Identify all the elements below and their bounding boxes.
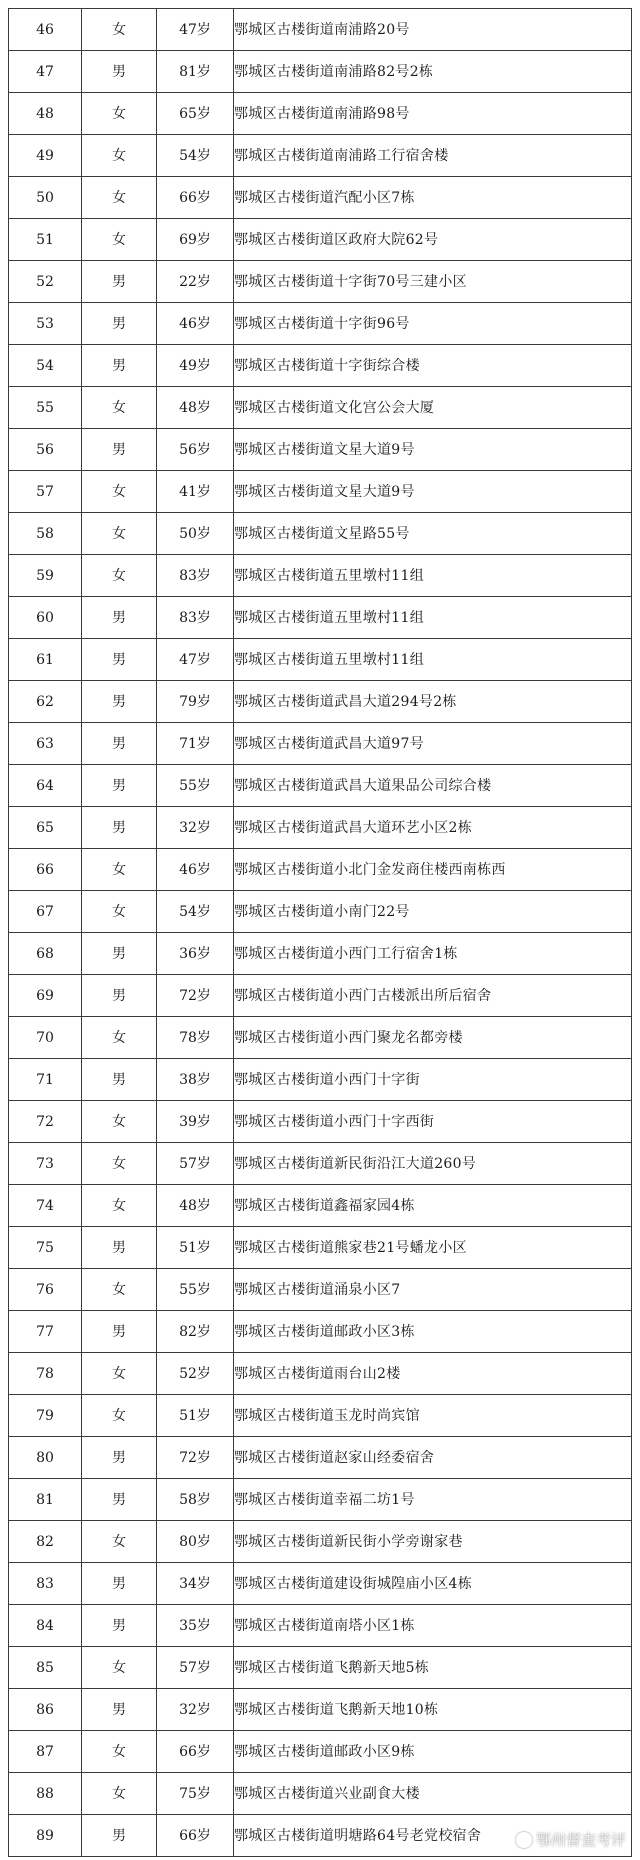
table-row (9, 219, 632, 261)
row-gender: 男 (82, 303, 157, 345)
row-age: 41岁 (157, 471, 234, 513)
row-gender: 男 (82, 597, 157, 639)
row-age: 57岁 (157, 1143, 234, 1185)
row-age: 52岁 (157, 1353, 234, 1395)
row-number: 76 (9, 1269, 82, 1311)
row-age: 49岁 (157, 345, 234, 387)
row-gender: 女 (82, 471, 157, 513)
row-address: 鄂城区古楼街道五里墩村11组 (234, 555, 632, 597)
row-age: 22岁 (157, 261, 234, 303)
table-row (9, 261, 632, 303)
row-gender: 女 (82, 555, 157, 597)
row-address: 鄂城区古楼街道十字街70号三建小区 (234, 261, 632, 303)
row-gender: 女 (82, 93, 157, 135)
row-age: 58岁 (157, 1479, 234, 1521)
row-address: 鄂城区古楼街道小南门22号 (234, 891, 632, 933)
table-row (9, 1185, 632, 1227)
row-number: 62 (9, 681, 82, 723)
table-row (9, 135, 632, 177)
row-gender: 男 (82, 1815, 157, 1857)
row-gender: 女 (82, 513, 157, 555)
row-number: 56 (9, 429, 82, 471)
table-row (9, 1059, 632, 1101)
table-row (9, 51, 632, 93)
row-address: 鄂城区古楼街道玉龙时尚宾馆 (234, 1395, 632, 1437)
row-gender: 男 (82, 681, 157, 723)
row-age: 66岁 (157, 177, 234, 219)
row-age: 79岁 (157, 681, 234, 723)
row-number: 65 (9, 807, 82, 849)
row-age: 50岁 (157, 513, 234, 555)
row-age: 57岁 (157, 1647, 234, 1689)
table-row (9, 1605, 632, 1647)
row-address: 鄂城区古楼街道武昌大道97号 (234, 723, 632, 765)
row-number: 47 (9, 51, 82, 93)
row-number: 79 (9, 1395, 82, 1437)
row-address: 鄂城区古楼街道邮政小区3栋 (234, 1311, 632, 1353)
table-row (9, 177, 632, 219)
table-row (9, 429, 632, 471)
row-address: 鄂城区古楼街道武昌大道294号2栋 (234, 681, 632, 723)
table-row (9, 1143, 632, 1185)
row-age: 48岁 (157, 1185, 234, 1227)
row-number: 61 (9, 639, 82, 681)
row-age: 39岁 (157, 1101, 234, 1143)
row-age: 82岁 (157, 1311, 234, 1353)
row-number: 49 (9, 135, 82, 177)
table-row (9, 1017, 632, 1059)
row-gender: 女 (82, 1353, 157, 1395)
row-age: 54岁 (157, 891, 234, 933)
row-gender: 男 (82, 807, 157, 849)
table-row (9, 765, 632, 807)
row-gender: 女 (82, 387, 157, 429)
row-age: 47岁 (157, 639, 234, 681)
table-body (9, 9, 632, 1857)
table-row (9, 9, 632, 51)
row-gender: 男 (82, 1689, 157, 1731)
row-address: 鄂城区古楼街道小西门工行宿舍1栋 (234, 933, 632, 975)
row-number: 53 (9, 303, 82, 345)
row-address: 鄂城区古楼街道文星路55号 (234, 513, 632, 555)
row-gender: 女 (82, 1185, 157, 1227)
row-address: 鄂城区古楼街道幸福二坊1号 (234, 1479, 632, 1521)
table-row (9, 1773, 632, 1815)
row-gender: 女 (82, 135, 157, 177)
row-gender: 女 (82, 1101, 157, 1143)
row-address: 鄂城区古楼街道新民街小学旁谢家巷 (234, 1521, 632, 1563)
table-row (9, 891, 632, 933)
row-gender: 男 (82, 1563, 157, 1605)
row-age: 78岁 (157, 1017, 234, 1059)
row-address: 鄂城区古楼街道雨台山2楼 (234, 1353, 632, 1395)
row-gender: 女 (82, 1647, 157, 1689)
row-address: 鄂城区古楼街道赵家山经委宿舍 (234, 1437, 632, 1479)
row-age: 38岁 (157, 1059, 234, 1101)
row-address: 鄂城区古楼街道建设街城隍庙小区4栋 (234, 1563, 632, 1605)
row-gender: 男 (82, 1227, 157, 1269)
row-number: 80 (9, 1437, 82, 1479)
row-gender: 女 (82, 1143, 157, 1185)
row-number: 55 (9, 387, 82, 429)
row-number: 50 (9, 177, 82, 219)
row-age: 46岁 (157, 849, 234, 891)
row-age: 32岁 (157, 807, 234, 849)
row-number: 74 (9, 1185, 82, 1227)
row-number: 87 (9, 1731, 82, 1773)
row-gender: 女 (82, 891, 157, 933)
row-gender: 男 (82, 1605, 157, 1647)
row-gender: 男 (82, 1059, 157, 1101)
row-address: 鄂城区古楼街道南塔小区1栋 (234, 1605, 632, 1647)
row-number: 70 (9, 1017, 82, 1059)
row-address: 鄂城区古楼街道十字街综合楼 (234, 345, 632, 387)
table-row (9, 1563, 632, 1605)
table-row (9, 1395, 632, 1437)
row-address: 鄂城区古楼街道涌泉小区7 (234, 1269, 632, 1311)
row-age: 55岁 (157, 765, 234, 807)
row-age: 51岁 (157, 1395, 234, 1437)
table-row (9, 597, 632, 639)
row-address: 鄂城区古楼街道南浦路工行宿舍楼 (234, 135, 632, 177)
table-row (9, 807, 632, 849)
row-gender: 男 (82, 639, 157, 681)
row-address: 鄂城区古楼街道区政府大院62号 (234, 219, 632, 261)
row-number: 48 (9, 93, 82, 135)
row-address: 鄂城区古楼街道小西门聚龙名都旁楼 (234, 1017, 632, 1059)
row-number: 46 (9, 9, 82, 51)
row-gender: 女 (82, 219, 157, 261)
row-gender: 女 (82, 849, 157, 891)
row-gender: 男 (82, 765, 157, 807)
table-row (9, 1101, 632, 1143)
row-address: 鄂城区古楼街道五里墩村11组 (234, 597, 632, 639)
row-gender: 男 (82, 975, 157, 1017)
table-row (9, 303, 632, 345)
row-number: 82 (9, 1521, 82, 1563)
row-number: 64 (9, 765, 82, 807)
row-gender: 女 (82, 1731, 157, 1773)
table-row (9, 513, 632, 555)
row-address: 鄂城区古楼街道新民街沿江大道260号 (234, 1143, 632, 1185)
row-number: 52 (9, 261, 82, 303)
row-age: 66岁 (157, 1731, 234, 1773)
row-age: 83岁 (157, 555, 234, 597)
row-address: 鄂城区古楼街道小北门金发商住楼西南栋西 (234, 849, 632, 891)
table-row (9, 93, 632, 135)
row-gender: 男 (82, 261, 157, 303)
row-number: 68 (9, 933, 82, 975)
row-gender: 女 (82, 1269, 157, 1311)
row-age: 83岁 (157, 597, 234, 639)
watermark-text: 鄂州督查考评 (535, 1831, 626, 1849)
row-age: 54岁 (157, 135, 234, 177)
row-age: 35岁 (157, 1605, 234, 1647)
row-address: 鄂城区古楼街道南浦路98号 (234, 93, 632, 135)
row-address: 鄂城区古楼街道兴业副食大楼 (234, 1773, 632, 1815)
table-row (9, 387, 632, 429)
table-row (9, 1647, 632, 1689)
row-number: 60 (9, 597, 82, 639)
table-row (9, 975, 632, 1017)
row-gender: 女 (82, 177, 157, 219)
row-number: 75 (9, 1227, 82, 1269)
row-address: 鄂城区古楼街道文星大道9号 (234, 429, 632, 471)
table-row (9, 1731, 632, 1773)
row-gender: 男 (82, 1437, 157, 1479)
row-gender: 男 (82, 723, 157, 765)
row-number: 72 (9, 1101, 82, 1143)
row-address: 鄂城区古楼街道飞鹅新天地5栋 (234, 1647, 632, 1689)
roster-sheet (8, 8, 632, 1857)
table-row (9, 723, 632, 765)
row-address: 鄂城区古楼街道鑫福家园4栋 (234, 1185, 632, 1227)
table-row (9, 1689, 632, 1731)
table-row (9, 849, 632, 891)
row-number: 89 (9, 1815, 82, 1857)
row-number: 57 (9, 471, 82, 513)
row-number: 51 (9, 219, 82, 261)
row-age: 71岁 (157, 723, 234, 765)
row-age: 65岁 (157, 93, 234, 135)
row-gender: 男 (82, 51, 157, 93)
row-address: 鄂城区古楼街道飞鹅新天地10栋 (234, 1689, 632, 1731)
row-address: 鄂城区古楼街道邮政小区9栋 (234, 1731, 632, 1773)
row-gender: 男 (82, 1479, 157, 1521)
row-address: 鄂城区古楼街道五里墩村11组 (234, 639, 632, 681)
table-row (9, 345, 632, 387)
row-age: 69岁 (157, 219, 234, 261)
row-address: 鄂城区古楼街道明塘路64号老党校宿舍 (234, 1815, 632, 1857)
row-number: 78 (9, 1353, 82, 1395)
row-number: 84 (9, 1605, 82, 1647)
row-address: 鄂城区古楼街道武昌大道环艺小区2栋 (234, 807, 632, 849)
row-age: 55岁 (157, 1269, 234, 1311)
row-address: 鄂城区古楼街道汽配小区7栋 (234, 177, 632, 219)
row-age: 51岁 (157, 1227, 234, 1269)
row-address: 鄂城区古楼街道南浦路20号 (234, 9, 632, 51)
table-row (9, 681, 632, 723)
row-age: 46岁 (157, 303, 234, 345)
row-age: 75岁 (157, 1773, 234, 1815)
row-age: 32岁 (157, 1689, 234, 1731)
table-row (9, 1353, 632, 1395)
row-gender: 女 (82, 1395, 157, 1437)
row-gender: 男 (82, 1311, 157, 1353)
table-row (9, 1269, 632, 1311)
row-address: 鄂城区古楼街道小西门十字街 (234, 1059, 632, 1101)
circle-logo-icon (516, 1832, 532, 1848)
row-number: 71 (9, 1059, 82, 1101)
row-age: 80岁 (157, 1521, 234, 1563)
table-row (9, 639, 632, 681)
row-age: 48岁 (157, 387, 234, 429)
row-address: 鄂城区古楼街道南浦路82号2栋 (234, 51, 632, 93)
row-number: 86 (9, 1689, 82, 1731)
row-address: 鄂城区古楼街道十字街96号 (234, 303, 632, 345)
row-number: 59 (9, 555, 82, 597)
table-row (9, 471, 632, 513)
roster-table (8, 8, 632, 1857)
row-number: 66 (9, 849, 82, 891)
row-number: 54 (9, 345, 82, 387)
table-row (9, 1479, 632, 1521)
row-address: 鄂城区古楼街道熊家巷21号蟠龙小区 (234, 1227, 632, 1269)
row-number: 85 (9, 1647, 82, 1689)
row-number: 88 (9, 1773, 82, 1815)
row-number: 63 (9, 723, 82, 765)
row-number: 77 (9, 1311, 82, 1353)
row-age: 66岁 (157, 1815, 234, 1857)
table-row (9, 1437, 632, 1479)
row-age: 47岁 (157, 9, 234, 51)
row-address: 鄂城区古楼街道武昌大道果品公司综合楼 (234, 765, 632, 807)
row-number: 81 (9, 1479, 82, 1521)
row-address: 鄂城区古楼街道文化宫公会大厦 (234, 387, 632, 429)
row-age: 72岁 (157, 975, 234, 1017)
row-age: 36岁 (157, 933, 234, 975)
row-gender: 男 (82, 345, 157, 387)
row-age: 72岁 (157, 1437, 234, 1479)
watermark (516, 1829, 626, 1850)
table-row (9, 555, 632, 597)
table-row (9, 1521, 632, 1563)
table-row (9, 933, 632, 975)
row-age: 34岁 (157, 1563, 234, 1605)
row-gender: 女 (82, 1773, 157, 1815)
row-number: 73 (9, 1143, 82, 1185)
row-address: 鄂城区古楼街道小西门十字西街 (234, 1101, 632, 1143)
table-row (9, 1227, 632, 1269)
row-gender: 男 (82, 429, 157, 471)
row-number: 58 (9, 513, 82, 555)
row-gender: 女 (82, 1521, 157, 1563)
row-gender: 男 (82, 933, 157, 975)
row-age: 56岁 (157, 429, 234, 471)
row-number: 69 (9, 975, 82, 1017)
row-address: 鄂城区古楼街道小西门古楼派出所后宿舍 (234, 975, 632, 1017)
row-age: 81岁 (157, 51, 234, 93)
row-number: 67 (9, 891, 82, 933)
row-address: 鄂城区古楼街道文星大道9号 (234, 471, 632, 513)
row-number: 83 (9, 1563, 82, 1605)
table-row (9, 1311, 632, 1353)
row-gender: 女 (82, 1017, 157, 1059)
row-gender: 女 (82, 9, 157, 51)
